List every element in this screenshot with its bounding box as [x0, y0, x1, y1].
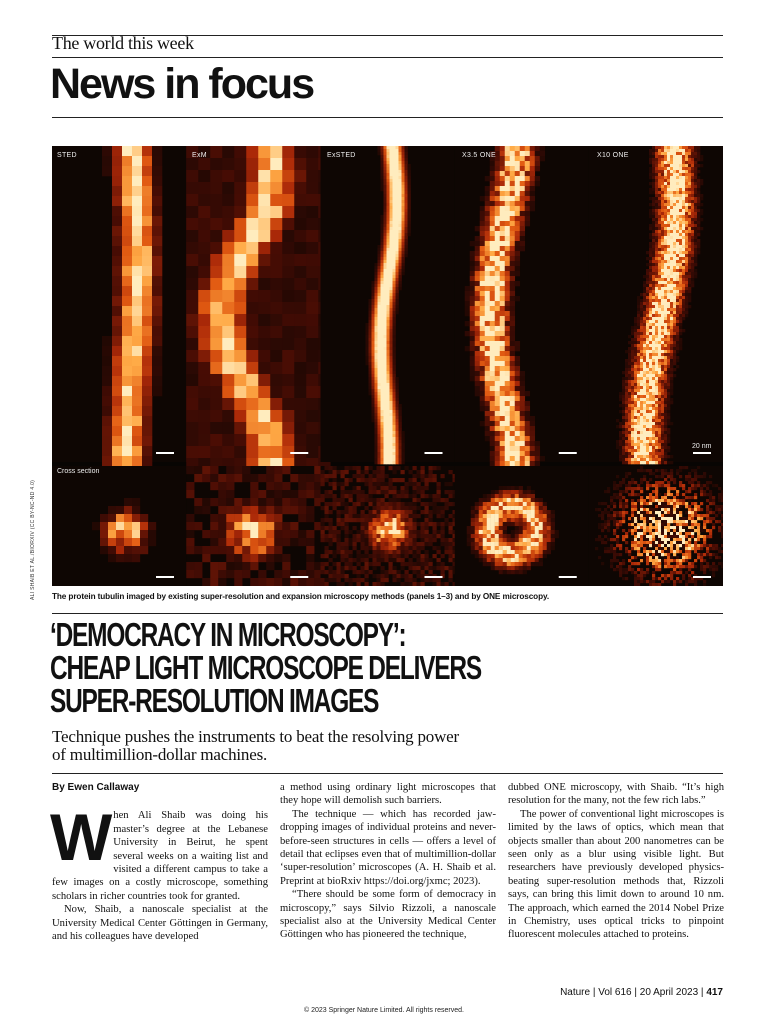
microscopy-image — [52, 146, 723, 586]
standfirst: Technique pushes the instruments to beat the resolving power of multimillion-dollar machines. — [52, 727, 459, 764]
panel-label-x35-one: X3.5 ONE — [462, 152, 496, 159]
copyright-notice: © 2023 Springer Nature Limited. All rights reserved. — [303, 1007, 464, 1014]
paragraph: The technique — which has recorded jaw-dropping images of individual proteins and never-before-seen structures in cells — offers a level of detail that eclipses even that of multimillion-dollar ‘super-resolution’ microscopes (A. H. Shaib et al. Preprint at bioRxiv https://doi.org/jxmc; 2023). — [280, 808, 496, 887]
headline-line: ‘DEMOCRACY IN MICROSCOPY’: — [50, 616, 406, 653]
section-title: News in focus — [50, 60, 314, 108]
paragraph: dubbed ONE microscopy, with Shaib. “It’s high resolution for the many, not the few rich labs.” — [508, 782, 724, 807]
headline-rule — [52, 613, 723, 614]
paragraph: When Ali Shaib was doing his master’s degree at the Lebanese University in Beirut, he spent several weeks on a waiting list and visited a different campus to take a few images on a costly microscope, something scholars in richer countries took for granted. — [50, 800, 268, 902]
paragraph: The power of conventional light microscopes is limited by the laws of optics, which mean that objects smaller than about 200 nanometres can be seen only as a blur using visible light. But researchers have previously developed physics-beating super-resolution methods that, Rizzoli says, can bring this limit down to around 10 nm. The approach, which earned the 2014 Nobel Prize in Chemistry, uses optical tricks to pinpoint fluorescent molecules attached to proteins. — [508, 808, 724, 941]
drop-cap: W — [50, 800, 110, 875]
figure-rule — [52, 117, 723, 118]
byline: By Ewen Callaway — [52, 782, 140, 793]
journal-name: Nature — [560, 987, 591, 998]
headline-line: CHEAP LIGHT MICROSCOPE DELIVERS — [50, 649, 481, 686]
article-column-3 — [508, 781, 724, 942]
paragraph: a method using ordinary light microscopes that they hope will demolish such barriers. — [280, 782, 496, 807]
panel-label-sted: STED — [57, 152, 77, 159]
panel-label-x10-one: X10 ONE — [597, 152, 629, 159]
microscopy-figure — [52, 146, 723, 586]
figure-caption: The protein tubulin imaged by existing super-resolution and expansion microscopy methods (panels 1–3) and by ONE microscopy. — [52, 592, 549, 601]
page-number: 417 — [706, 987, 723, 998]
volume: Vol 616 — [598, 987, 632, 998]
panel-label-exsted: ExSTED — [327, 152, 356, 159]
paragraph: “There should be some form of democracy in microscopy,” says Silvio Rizzoli, a nanoscale specialist also at the University Medical Center Göttingen who has pioneered the technique, — [280, 889, 496, 941]
kicker-rule — [52, 57, 723, 58]
headline — [50, 618, 561, 717]
body-rule — [52, 773, 723, 774]
article-column-2 — [280, 781, 496, 942]
photo-credit: ALI SHAIB ET AL./BIORXIV (CC BY-NC-ND 4.0) — [30, 479, 36, 600]
issue-date: 20 April 2023 — [639, 987, 699, 998]
scale-bar-label: 20 nm — [692, 443, 712, 450]
cross-section-label: Cross section — [57, 468, 100, 475]
article-column-1 — [52, 781, 268, 943]
headline-line: SUPER-RESOLUTION IMAGES — [50, 682, 379, 719]
panel-label-exm: ExM — [192, 152, 207, 159]
section-kicker: The world this week — [52, 33, 194, 53]
page-footer: Nature | Vol 616 | 20 April 2023 | 417 — [560, 987, 723, 998]
paragraph: Now, Shaib, a nanoscale specialist at the University Medical Center Göttingen in Germany, and his colleagues have developed — [52, 904, 268, 943]
